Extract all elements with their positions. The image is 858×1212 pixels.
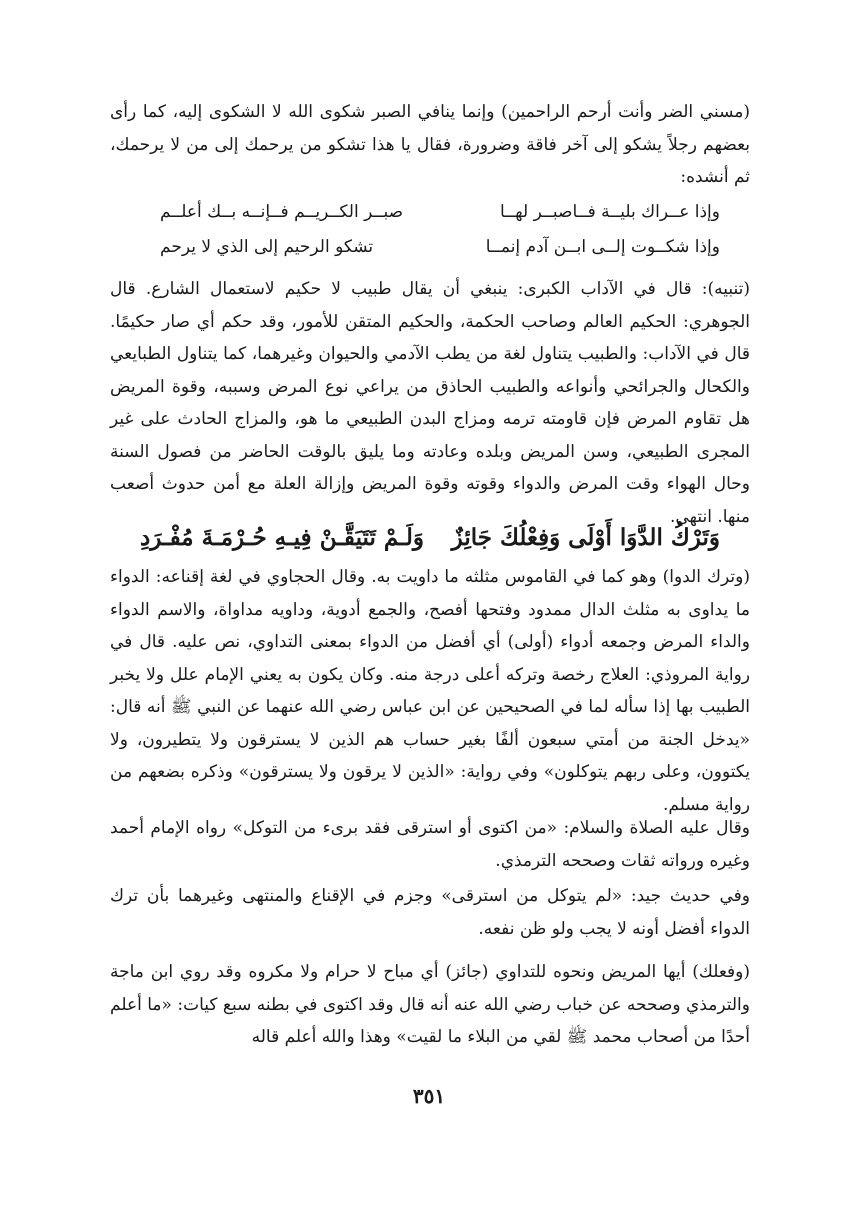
paragraph-hadith-jayyid: وفي حديث جيد: «لم يتوكل من استرقى» وجزم في الإقناع والمنتهى وغيرهما بأن ترك الدواء أفضل أونه لا يجب ولو ظن نفعه. [110,886,750,939]
poem-line-2-second-hemistich: تشكو الرحيم إلى الذي لا يرحم [160,237,374,257]
poem-line-1-second-hemistich: صبــر الكــريــم فــإنــه بــك أعلــم [160,202,404,222]
poem-line-1-first-hemistich: وإذا عــراك بليــة فــاصبــر لهــا [500,202,720,222]
paragraph-fi3luka: (وفعلك) أيها المريض ونحوه للتداوي (جائز) أي مباح لا حرام ولا مكروه وقد روي ابن ماجة والترمذي وصححه عن خباب رضي الله عنه أنه قال وقد اكتوى في بطنه سبع كيات: «ما أعلم أحدًا من أصحاب محمد ﷺ لقي من البلاء ما لقيت» وهذا والله أعلم قاله [110,962,750,1047]
paragraph-hadith-iktiwa: وقال عليه الصلاة والسلام: «من اكتوى أو استرقى فقد برىء من التوكل» رواه الإمام أحمد وغيره ورواته ثقات وصححه الترمذي. [110,818,750,871]
poem-line-1 [160,202,720,222]
paragraph-sabr: (مسني الضر وأنت أرحم الراحمين) وإنما ينافي الصبر شكوى الله لا الشكوى إليه، كما رأى بعضهم رجلاً يشكو إلى آخر فاقة وضرورة، فقال يا هذا تشكو من يرحمك إلى من لا يرحمك، ثم أنشده: [110,102,750,187]
poem-line-2 [160,237,720,257]
matn-verse-first-hemistich: وَتَرْكُ الدَّوَا أَوْلَى وَفِعْلُكَ جَائِزٌ [451,524,720,551]
page-number: ٣٥١ [412,1084,446,1108]
poem-line-2-first-hemistich: وإذا شكــوت إلــى ابــن آدم إنمــا [485,237,720,257]
matn-verse-second-hemistich: وَلَـمْ تَتَيَقَّـنْ فِيـهِ حُـرْمَـةَ مُفْـرَدِ [140,524,425,551]
paragraph-tark-al-dawa: (وترك الدوا) وهو كما في القاموس مثلثه ما داويت به. وقال الحجاوي في لغة إقناعه: الدواء ما يداوى به مثلث الدال ممدود وفتحها أفصح، والجمع أدوية، وداويه مداواة، والاسم الدواء والداء المرض وجمعه أدواء (أولى) أي أفضل من الدواء بمعنى التداوي، نص عليه. قال في رواية المروذي: العلاج رخصة وتركه أعلى درجة منه. وكان يكون به يعني الإمام علل ولا يخبر الطبيب بها إذا سأله لما في الصحيحين عن ابن عباس رضي الله عنهما عن النبي ﷺ أنه قال: «يدخل الجنة من أمتي سبعون ألفًا بغير حساب هم الذين لا يسترقون ولا يتطيرون، ولا يكتوون، وعلى ربهم يتوكلون» وفي رواية: «الذين لا يرقون ولا يسترقون» وذكره بضعهم من رواية مسلم. [110,567,750,815]
paragraph-tanbih: (تنبيه): قال في الآداب الكبرى: ينبغي أن يقال طبيب لا حكيم لاستعمال الشارع. قال الجوهري: الحكيم العالم وصاحب الحكمة، والحكيم المتقن للأمور، وقد حكم أي صار حكيمًا. قال في الآداب: والطبيب يتناول لغة من يطب الآدمي والحيوان وغيرهما، كما يتناول الطبايعي والكحال والجرائحي وأنواعه والطبيب الحاذق من يراعي نوع المرض وسببه، وقوة المريض هل تقاوم المرض فإن قاومته ترمه ومزاج البدن الطبيعي ما هو، والمزاج الحادث على غير المجرى الطبيعي، وسن المريض وبلده وعادته وما يليق بالوقت الحاضر من فصول السنة وحال الهواء وقت المرض والدواء وقوته وقوة المريض وإزالة العلة مع أمن حدوث أصعب منها. انتهى. [110,279,750,527]
matn-verse [140,524,720,551]
